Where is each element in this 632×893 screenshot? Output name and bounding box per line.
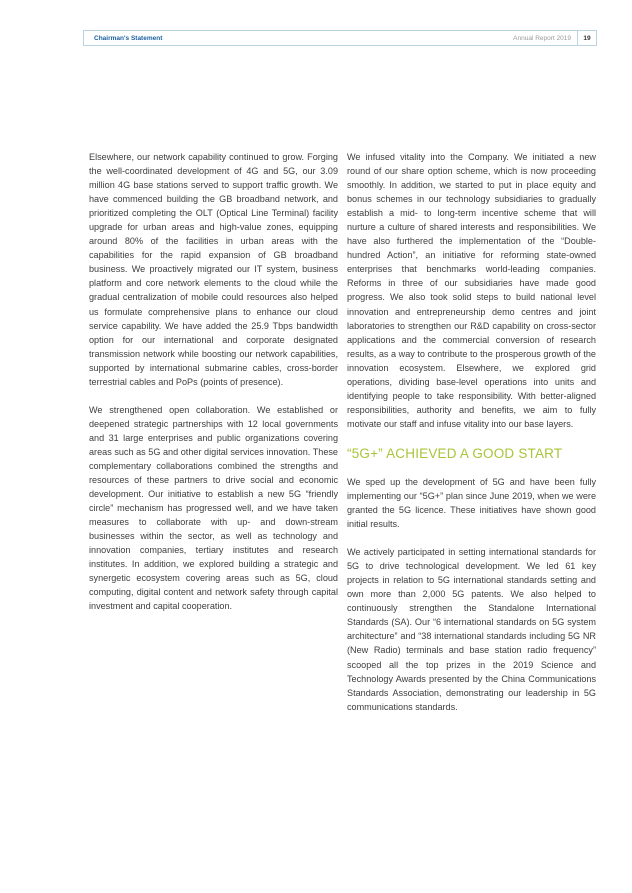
section-title: Chairman's Statement xyxy=(94,34,163,42)
report-title: Annual Report 2019 xyxy=(513,34,571,42)
paragraph-open-collaboration: We strengthened open collaboration. We established or deepened strategic partnerships with 12 local governments and 31 large enterprises and public organizations covering areas such as 5G and other digital services innovation. These complementary collaborations combined the strengths and resources of these partners to drive social and economic development. Our initiative to establish a new 5G “friendly circle” mechanism has progressed well, and we have taken measures to collaborate with up- and down-stream businesses within the sector, as well as technology and innovation companies, tertiary institutes and research institutes. In addition, we explored building a strategic and synergetic ecosystem covering areas such as 5G, cloud computing, digital content and network safety through capital investment and capital cooperation. xyxy=(89,404,338,612)
left-column xyxy=(89,150,338,628)
page-number: 19 xyxy=(577,31,596,45)
paragraph-vitality: We infused vitality into the Company. We initiated a new round of our share option scheme, which is now proceeding smoothly. In addition, we started to put in place equity and bonus schemes in our technology subsidiaries to gradually establish a mid- to long-term incentive scheme that will nurture a culture of shared interests and responsibilities. We have also furthered the implementation of the “Double-hundred Action”, an initiative for reforming state-owned enterprises that benchmarks world-leading companies. Reforms in three of our subsidiaries have made good progress. We also took solid steps to build national level innovation and entrepreneurship demo centres and joint laboratories to strengthen our R&D capability on cross-sector applications and the commercial conversion of research results, as a way to contribute to the prosperous growth of the innovation ecosystem. Elsewhere, we explored grid operations, dividing base-level operations into units and identifying people to take responsibility. With better-aligned responsibilities, authority and benefits, we aim to fully motivate our staff and infuse vitality into our base layers. xyxy=(347,152,596,429)
paragraph-5g-development: We sped up the development of 5G and have been fully implementing our “5G+” plan since June 2019, when we were granted the 5G licence. These initiatives have shown good initial results. xyxy=(347,476,596,530)
paragraph-5g-standards: We actively participated in setting international standards for 5G to drive technological development. We led 61 key projects in relation to 5G international standards setting and own more than 2,000 5G patents. We also helped to continuously strengthen the Standalone International Standards (SA). Our “6 international standards on 5G system architecture” and “38 international standards including 5G NR (New Radio) terminals and base station radio frequency” scooped all the top prizes in the 2019 Science and Technology Awards presented by the China Communications Standards Association, demonstrating our leadership in 5G communications standards. xyxy=(347,547,596,712)
section-heading-5g: “5G+” ACHIEVED A GOOD START xyxy=(347,445,563,461)
running-header xyxy=(83,30,597,46)
paragraph-network-capability: Elsewhere, our network capability continued to grow. Forging the well-coordinated development of 4G and 5G, our 3.09 million 4G base stations served to support traffic growth. We have commenced building the GB broadband network, and prioritized completing the OLT (Optical Line Terminal) facility upgrade for urban areas and high-value zones, equipping around 80% of the facilities in urban areas with the capabilities for the rapid expansion of GB broadband business. We proactively migrated our IT system, business platform and core network elements to the cloud while the gradual centralization of mobile could resources also helped us formulate comprehensive plans to enhance our cloud service capability. We have added the 25.9 Tbps bandwidth option for our international and corporate designated transmission network while boosting our network capabilities, supported by international submarine cables, cross-border terrestrial cables and PoPs (points of presence). xyxy=(89,152,338,387)
right-column xyxy=(347,150,596,728)
